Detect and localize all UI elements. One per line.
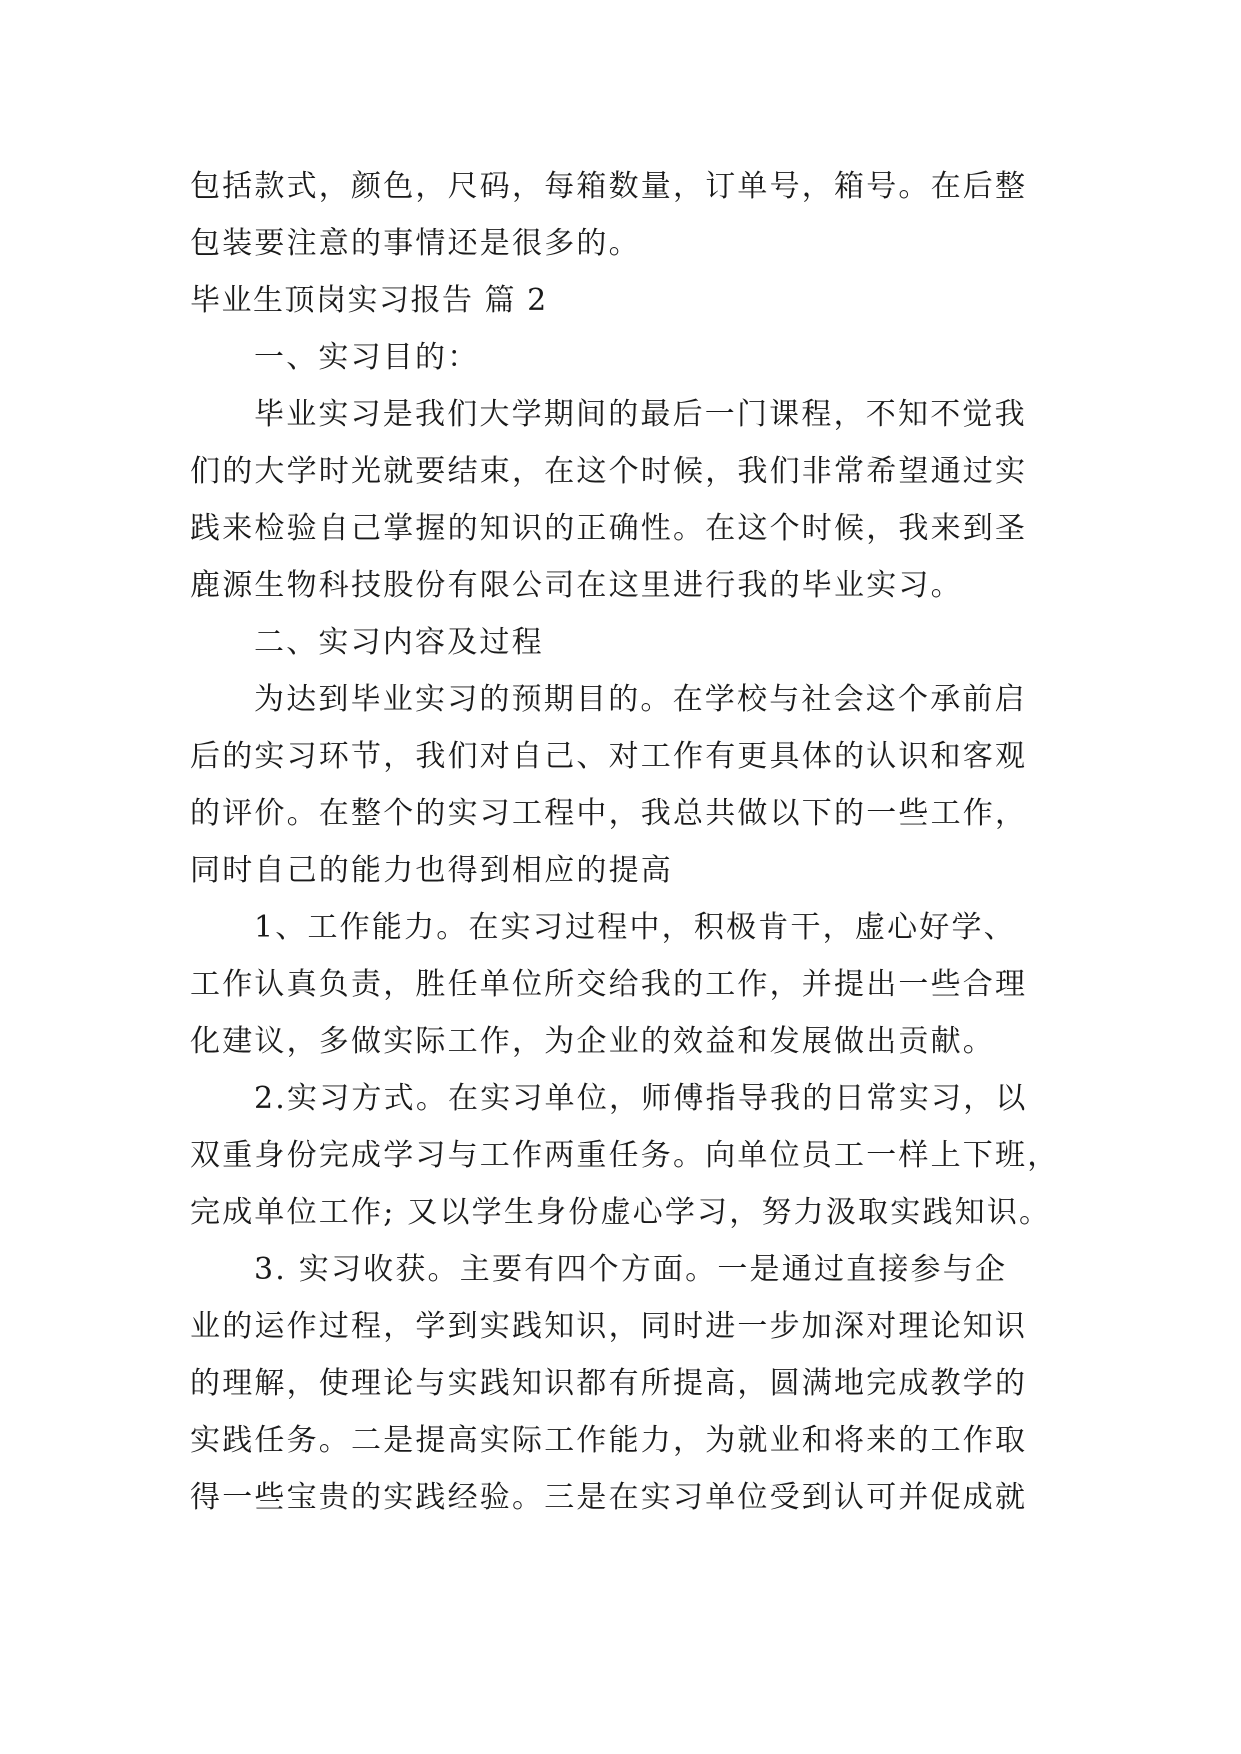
document-body — [190, 158, 1060, 1526]
text-line: 同时自己的能力也得到相应的提高 — [190, 853, 673, 888]
text-line: 践来检验自己掌握的知识的正确性。在这个时候，我来到圣 — [190, 511, 1028, 546]
text-line: 包装要注意的事情还是很多的。 — [190, 226, 641, 261]
text-line: 3. 实习收获。主要有四个方面。一是通过直接参与企 — [254, 1252, 1008, 1287]
text-line: 完成单位工作; 又以学生身份虚心学习，努力汲取实践知识。 — [190, 1195, 1052, 1230]
text-line: 毕业实习是我们大学期间的最后一门课程，不知不觉我 — [254, 397, 1027, 432]
text-line: 实践任务。二是提高实际工作能力，为就业和将来的工作取 — [190, 1423, 1028, 1458]
text-line: 化建议，多做实际工作，为企业的效益和发展做出贡献。 — [190, 1024, 995, 1059]
text-line: 1、工作能力。在实习过程中，积极肯干，虚心好学、 — [254, 910, 1016, 945]
text-line: 包括款式，颜色，尺码，每箱数量，订单号，箱号。在后整 — [190, 169, 1028, 204]
text-line: 鹿源生物科技股份有限公司在这里进行我的毕业实习。 — [190, 568, 963, 603]
text-line: 后的实习环节，我们对自己、对工作有更具体的认识和客观 — [190, 739, 1028, 774]
text-line: 业的运作过程，学到实践知识，同时进一步加深对理论知识 — [190, 1309, 1028, 1344]
section-heading: 二、实习内容及过程 — [254, 625, 544, 660]
text-line: 为达到毕业实习的预期目的。在学校与社会这个承前启 — [254, 682, 1027, 717]
text-line: 工作认真负责，胜任单位所交给我的工作，并提出一些合理 — [190, 967, 1028, 1002]
text-line: 2.实习方式。在实习单位，师傅指导我的日常实习，以 — [254, 1081, 1028, 1116]
section-title: 毕业生顶岗实习报告 篇 2 — [190, 283, 548, 318]
text-line: 的评价。在整个的实习工程中，我总共做以下的一些工作， — [190, 796, 1028, 831]
text-line: 的理解，使理论与实践知识都有所提高，圆满地完成教学的 — [190, 1366, 1028, 1401]
text-line: 们的大学时光就要结束，在这个时候，我们非常希望通过实 — [190, 454, 1028, 489]
section-heading: 一、实习目的： — [254, 340, 480, 375]
text-line: 得一些宝贵的实践经验。三是在实习单位受到认可并促成就 — [190, 1480, 1028, 1515]
text-line: 双重身份完成学习与工作两重任务。向单位员工一样上下班， — [190, 1138, 1060, 1173]
